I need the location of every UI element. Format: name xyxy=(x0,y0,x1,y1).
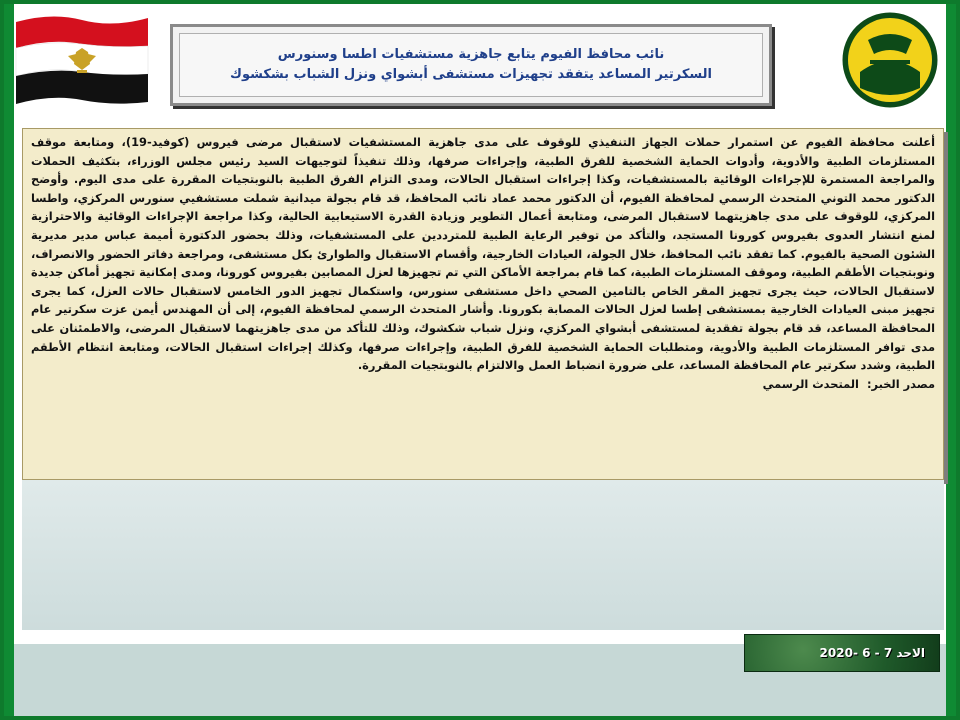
news-source-value: المتحدث الرسمي xyxy=(762,376,859,391)
article-body: أعلنت محافظة الفيوم عن استمرار حملات الجهاز التنفيذي للوقوف على مدى جاهزية المستشفيات لاستقبال مرضى فيروس (كوفيد-19)، ومتابعة موقف المستلزمات الطبية والأدوية، وأدوات الحماية الشخصية للفرق الطبية، وإجراءات صرفها، وذلك تنفيذاً لتوجيهات السيد رئيس مجلس الوزراء، بتكثيف الحملات والمراجعة المستمرة للإجراءات الوقائية بالمستشفيات، وكذا إجراءات استقبال الحالات، ومدى التزام الفرق الطبية بالنوبتجيات المقررة على مدى اليوم. وأوضح الدكتور محمد التوني المتحدث الرسمي لمحافظة الفيوم، أن الدكتور محمد عماد نائب المحافظ، قد قام بجولة ميدانية شملت مستشفيي سنورس المركزي، واطسا المركزي، للوقوف على مدى جاهزيتهما لاستقبال المرضى، ومتابعة أعمال التطوير وزيادة القدرة الاستيعابية الحالية، وكذا مراجعة الإجراءات الوقائية والاحترازية لمنع انتشار العدوى بفيروس كورونا المستجد، والتأكد من توفير الرعاية الطبية للمترددين على المستشفيات، وذلك بحضور الدكتورة أميمة عباس مدير مديرية الشئون الصحية بالفيوم. كما تفقد نائب المحافظ، خلال الجولة، العيادات الخارجية، وأقسام الاستقبال والطوارئ بكل مستشفى، ومراجعة دفاتر الحضور والانصراف، ونوبتجيات الأطقم الطبية، وموقف المستلزمات الطبية، كما قام بمراجعة الأماكن التي تم تجهيزها لعزل المصابين بفيروس كورونا، ومدى إمكانية تجهيز أماكن جديدة لاستقبال الحالات، حيث يجرى تجهيز المقر الخاص بالتامين الصحي داخل مستشفى سنورس، واستكمال تجهيز الدور الخامس لاستقبال حالات العزل، كما يجرى تجهيز مبنى العيادات الخارجية بمستشفى إطسا لعزل الحالات المصابة بكورونا. وأشار المتحدث الرسمي لمحافظة الفيوم، إلى أن المهندس أيمن عزت سكرتير عام المحافظة المساعد، قد قام بجولة تفقدية لمستشفى أبشواي المركزي، ونزل شباب شكشوك، وذلك للتأكد من مدى جاهزيتهما لاستقبال المرضى، والاطمئنان على مدى توافر المستلزمات الطبية والأدوية، ومتطلبات الحماية الشخصية للفرق الطبية، وإجراءات صرفها، وكذلك إجراءات استقبال الحالات، ومتابعة انتظام الأطقم الطبية، وشدد سكرتير عام المحافظة المساعد، على ضرورة انضباط العمل والالتزام بالنوبتجيات المقررة. xyxy=(31,135,935,373)
egypt-flag-icon xyxy=(12,10,152,105)
publication-date: الاحد 7 - 6 -2020 xyxy=(819,646,925,660)
fayoum-governorate-logo-icon xyxy=(840,10,940,110)
headline-box xyxy=(170,24,772,106)
headline-line-2: السكرتير المساعد يتفقد تجهيزات مستشفى أبشواي ونزل الشباب بشكشوك xyxy=(230,67,712,82)
lower-blank-area xyxy=(22,480,944,630)
news-source xyxy=(31,375,935,394)
news-source-label: مصدر الخبر: xyxy=(866,376,935,391)
headline-line-1: نائب محافظ الفيوم يتابع جاهزية مستشفيات اطسا وسنورس xyxy=(277,47,665,62)
article-box xyxy=(22,128,944,480)
date-box xyxy=(744,634,940,672)
headline-inner xyxy=(179,33,763,97)
